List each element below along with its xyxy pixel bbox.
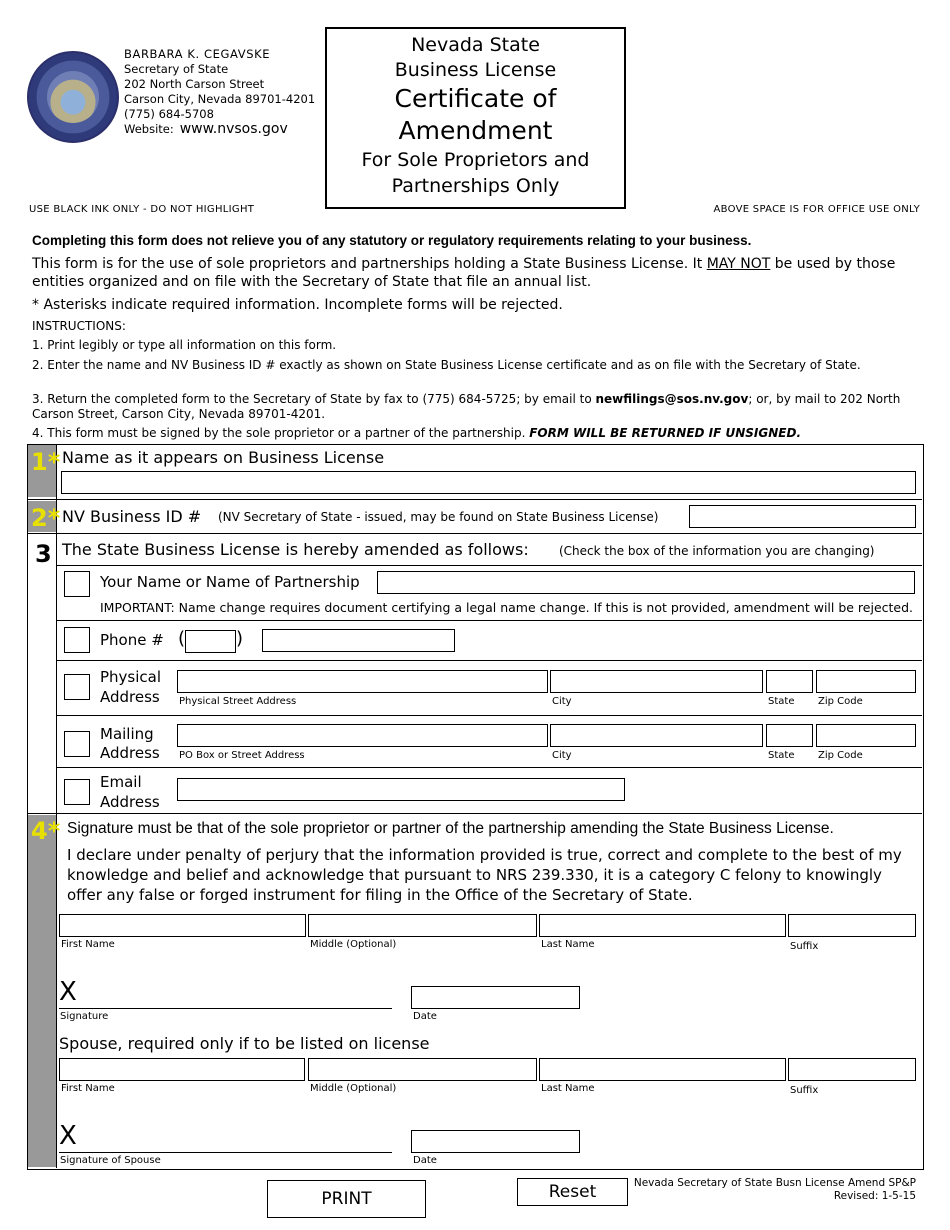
divider-4 bbox=[56, 620, 922, 621]
email-label-2: Address bbox=[100, 793, 160, 811]
spouse-signature-x-mark: X bbox=[59, 1121, 77, 1151]
section1-label: Name as it appears on Business License bbox=[62, 448, 385, 467]
email-input[interactable] bbox=[177, 778, 625, 801]
physical-zip-caption: Zip Code bbox=[818, 696, 863, 707]
mailing-address-checkbox[interactable] bbox=[64, 731, 90, 757]
instruction-1: 1. Print legibly or type all information on this form. bbox=[32, 338, 337, 352]
email-address-label bbox=[100, 772, 160, 812]
name-change-label: Your Name or Name of Partnership bbox=[100, 573, 360, 591]
website-link[interactable]: www.nvsos.gov bbox=[179, 121, 288, 137]
footer-line1: Nevada Secretary of State Busn License Amend SP&P bbox=[633, 1177, 916, 1189]
mailing-city-caption: City bbox=[552, 750, 572, 761]
ink-note: USE BLACK INK ONLY - DO NOT HIGHLIGHT bbox=[29, 204, 255, 215]
phone-label: Phone # bbox=[100, 631, 164, 649]
instr3-email: newfilings@sos.nv.gov bbox=[595, 392, 749, 406]
sos-phone: (775) 684-5708 bbox=[124, 107, 214, 121]
spouse-last-name-caption: Last Name bbox=[541, 1083, 595, 1094]
physical-state-input[interactable] bbox=[766, 670, 813, 693]
reset-button[interactable]: Reset bbox=[517, 1178, 628, 1206]
spouse-last-name-input[interactable] bbox=[539, 1058, 786, 1081]
spouse-date-caption: Date bbox=[413, 1155, 437, 1166]
signer-middle-caption: Middle (Optional) bbox=[310, 939, 397, 950]
phone-change-checkbox[interactable] bbox=[64, 627, 90, 653]
phone-number-input[interactable] bbox=[262, 629, 455, 652]
section2-label: NV Business ID # bbox=[62, 507, 202, 526]
email-label-1: Email bbox=[100, 773, 142, 791]
email-checkbox[interactable] bbox=[64, 779, 90, 805]
form-footer bbox=[634, 1177, 916, 1203]
mailing-zip-caption: Zip Code bbox=[818, 750, 863, 761]
signer-middle-name-input[interactable] bbox=[308, 914, 537, 937]
intro-paragraph bbox=[32, 255, 922, 291]
sos-address1: 202 North Carson Street bbox=[124, 77, 265, 91]
signature-date-caption: Date bbox=[413, 1011, 437, 1022]
section3-number: 3 bbox=[35, 540, 52, 568]
signer-first-name-caption: First Name bbox=[61, 939, 115, 950]
spouse-middle-name-input[interactable] bbox=[308, 1058, 537, 1081]
business-id-input[interactable] bbox=[689, 505, 916, 528]
signature-caption: Signature bbox=[60, 1011, 109, 1022]
instr3-a: 3. Return the completed form to the Secretary of State by fax to (775) 684-5725; by email to bbox=[32, 392, 596, 406]
physical-state-caption: State bbox=[768, 696, 795, 707]
physical-address-label bbox=[100, 667, 161, 707]
spouse-first-name-caption: First Name bbox=[61, 1083, 115, 1094]
spouse-signature-line[interactable] bbox=[59, 1152, 392, 1153]
declaration-text: I declare under penalty of perjury that the information provided is true, correct and complete to the best of my knowledge and belief and acknowledge that pursuant to NRS 239.330, it is a category C felony to knowingly offer any false or forged instrument for filing in the Office of the Secretary of State. bbox=[67, 846, 902, 904]
title-line2: Business License bbox=[394, 59, 557, 81]
signer-first-name-input[interactable] bbox=[59, 914, 306, 937]
footer-line2: Revised: 1-5-15 bbox=[833, 1190, 916, 1202]
signer-last-name-input[interactable] bbox=[539, 914, 786, 937]
divider-8 bbox=[28, 813, 922, 814]
spouse-heading: Spouse, required only if to be listed on license bbox=[59, 1034, 430, 1053]
intro-may-not: MAY NOT bbox=[706, 256, 771, 272]
signature-heading: Signature must be that of the sole proprietor or partner of the partnership amending the State Business License. bbox=[67, 820, 834, 837]
divider-2 bbox=[28, 533, 922, 534]
asterisk-note: * Asterisks indicate required information. Incomplete forms will be rejected. bbox=[32, 297, 563, 313]
business-license-name-input[interactable] bbox=[61, 471, 916, 494]
signer-suffix-input[interactable] bbox=[788, 914, 916, 937]
physical-street-caption: Physical Street Address bbox=[179, 696, 297, 707]
seal-center bbox=[47, 71, 99, 123]
physical-street-input[interactable] bbox=[177, 670, 548, 693]
divider-7 bbox=[56, 767, 922, 768]
mailing-state-input[interactable] bbox=[766, 724, 813, 747]
divider-6 bbox=[56, 715, 922, 716]
physical-city-caption: City bbox=[552, 696, 572, 707]
paren-open: ( bbox=[178, 628, 186, 649]
section2-number: 2* bbox=[31, 504, 61, 532]
title-line4: Amendment bbox=[398, 116, 553, 145]
spouse-signature-caption: Signature of Spouse bbox=[60, 1155, 161, 1166]
section2-hint: (NV Secretary of State - issued, may be found on State Business License) bbox=[218, 510, 659, 524]
intro-a: This form is for the use of sole proprietors and partnerships holding a State Business License. It bbox=[32, 256, 707, 272]
website-label: Website: bbox=[124, 122, 174, 136]
instr4-bold: FORM WILL BE RETURNED IF UNSIGNED. bbox=[529, 426, 801, 440]
section4-number: 4* bbox=[31, 817, 61, 845]
intro-b: be used by those entities organized and on file with the Secretary of State that file an annual list. bbox=[32, 256, 896, 290]
instruction-2: 2. Enter the name and NV Business ID # exactly as shown on State Business License certificate and as on file with the Secretary of State. bbox=[32, 358, 861, 372]
form-title-box bbox=[325, 27, 626, 209]
divider-3 bbox=[56, 565, 922, 566]
left-column-divider bbox=[56, 445, 57, 1168]
mailing-state-caption: State bbox=[768, 750, 795, 761]
section3-label: The State Business License is hereby amended as follows: bbox=[62, 540, 529, 559]
title-line6: Partnerships Only bbox=[391, 175, 560, 197]
title-line3: Certificate of bbox=[394, 84, 557, 113]
instruction-3 bbox=[32, 392, 922, 422]
spouse-date-input[interactable] bbox=[411, 1130, 580, 1153]
title-line5: For Sole Proprietors and bbox=[361, 149, 590, 171]
signature-x-mark: X bbox=[59, 977, 77, 1007]
section3-hint: (Check the box of the information you are changing) bbox=[559, 544, 875, 558]
section4-bar bbox=[28, 815, 56, 1167]
signature-line[interactable] bbox=[59, 1008, 392, 1009]
divider-1 bbox=[28, 499, 922, 500]
signer-last-name-caption: Last Name bbox=[541, 939, 595, 950]
name-change-checkbox[interactable] bbox=[64, 571, 90, 597]
section1-number: 1* bbox=[31, 448, 61, 476]
nevada-state-seal-icon bbox=[27, 51, 119, 143]
mailing-street-input[interactable] bbox=[177, 724, 548, 747]
instruction-4 bbox=[32, 426, 801, 441]
office-use-note: ABOVE SPACE IS FOR OFFICE USE ONLY bbox=[713, 204, 920, 215]
print-button[interactable]: PRINT bbox=[267, 1180, 426, 1218]
physical-zip-input[interactable] bbox=[816, 670, 916, 693]
paren-close: ) bbox=[236, 628, 244, 649]
spouse-suffix-caption: Suffix bbox=[790, 1085, 819, 1096]
signer-suffix-caption: Suffix bbox=[790, 941, 819, 952]
mailing-label-2: Address bbox=[100, 744, 160, 762]
mailing-city-input[interactable] bbox=[550, 724, 763, 747]
spouse-middle-caption: Middle (Optional) bbox=[310, 1083, 397, 1094]
physical-address-checkbox[interactable] bbox=[64, 674, 90, 700]
physical-label-2: Address bbox=[100, 688, 160, 706]
signature-date-input[interactable] bbox=[411, 986, 580, 1009]
mailing-zip-input[interactable] bbox=[816, 724, 916, 747]
sos-name: BARBARA K. CEGAVSKE bbox=[124, 47, 271, 61]
sos-title: Secretary of State bbox=[124, 62, 229, 76]
secretary-of-state-block bbox=[124, 47, 315, 137]
warning-text: Completing this form does not relieve you of any statutory or regulatory requirements relating to your business. bbox=[32, 233, 752, 248]
name-change-important: IMPORTANT: Name change requires document certifying a legal name change. If this is not provided, amendment will be rejected. bbox=[100, 600, 914, 615]
area-code-input[interactable] bbox=[185, 630, 236, 653]
sos-address2: Carson City, Nevada 89701-4201 bbox=[124, 92, 316, 106]
title-line1: Nevada State bbox=[411, 34, 540, 56]
divider-5 bbox=[56, 660, 922, 661]
mailing-street-caption: PO Box or Street Address bbox=[179, 750, 305, 761]
instr3-b: ; or, by mail to 202 North Carson Street, Carson City, Nevada 89701-4201. bbox=[32, 392, 901, 421]
mailing-label-1: Mailing bbox=[100, 725, 154, 743]
new-name-input[interactable] bbox=[377, 571, 915, 594]
spouse-first-name-input[interactable] bbox=[59, 1058, 305, 1081]
spouse-suffix-input[interactable] bbox=[788, 1058, 916, 1081]
mailing-address-label bbox=[100, 725, 160, 763]
physical-label-1: Physical bbox=[100, 668, 162, 686]
instr4: 4. This form must be signed by the sole proprietor or a partner of the partnership. bbox=[32, 426, 530, 440]
instructions-title: INSTRUCTIONS: bbox=[32, 319, 126, 333]
physical-city-input[interactable] bbox=[550, 670, 763, 693]
